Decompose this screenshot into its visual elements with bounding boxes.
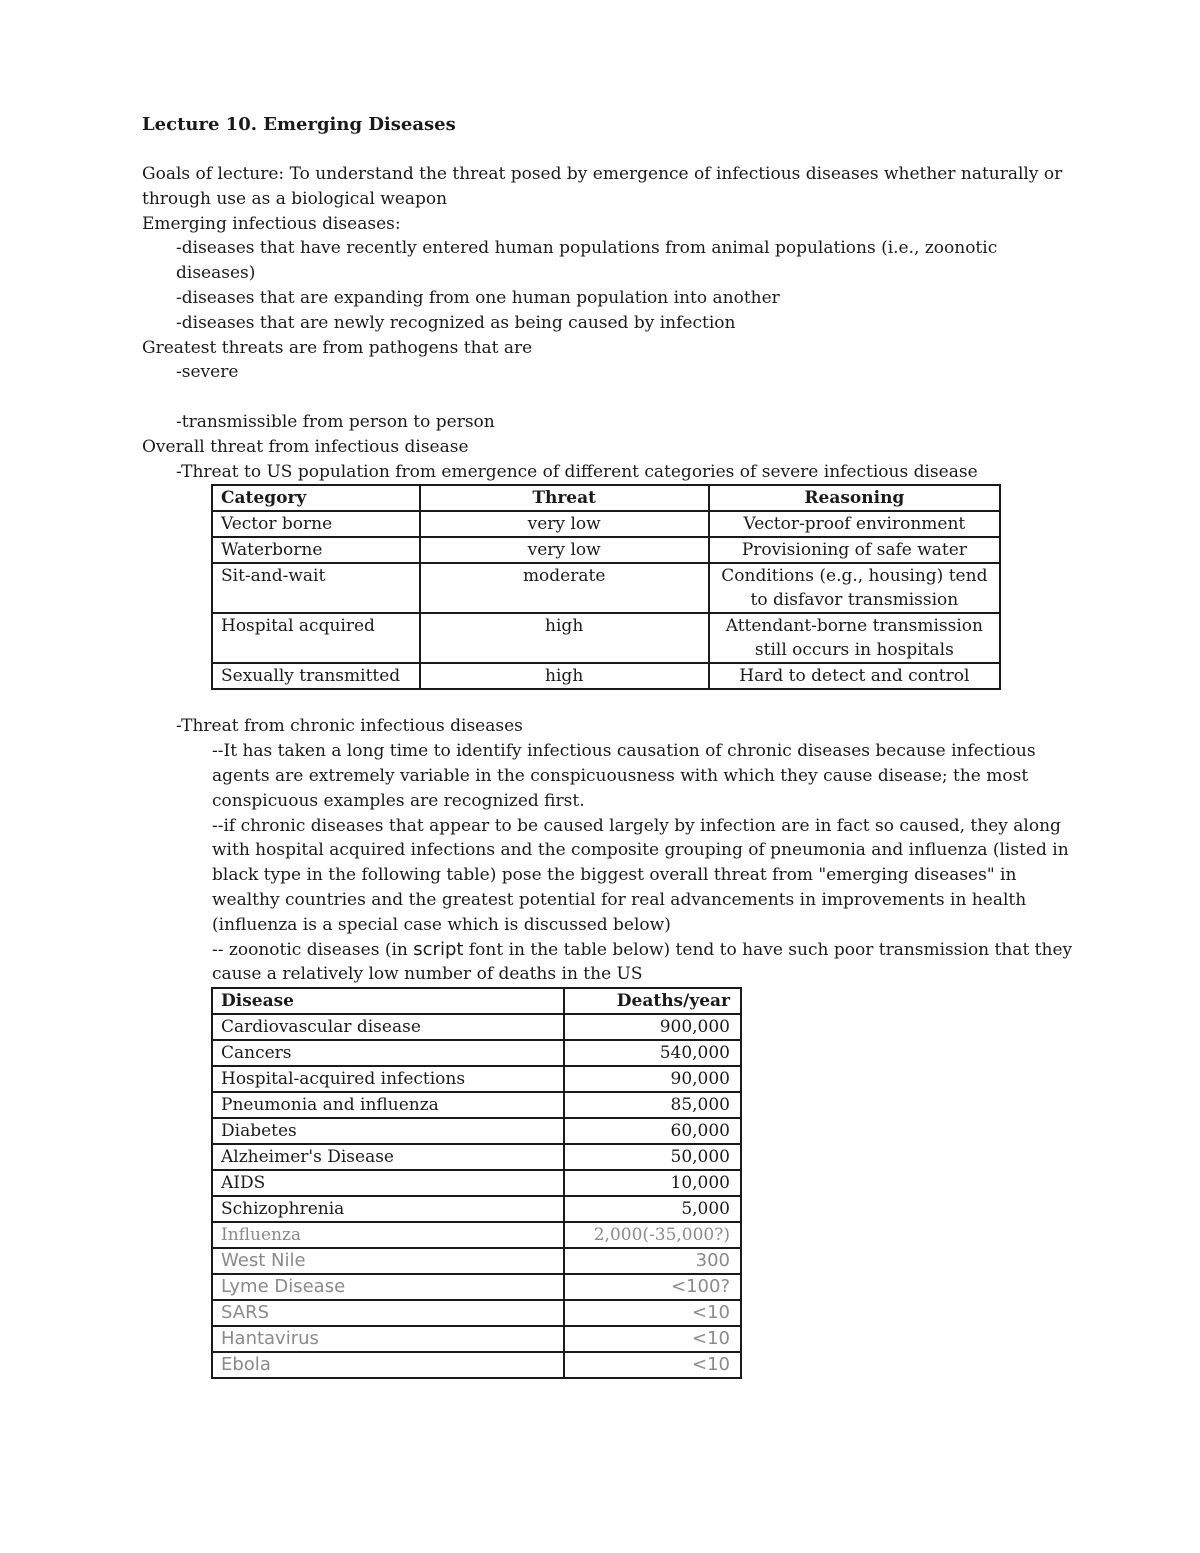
table-header-row (212, 988, 741, 1014)
zoonotic-note-text: font in the table below) tend to have such poor transmission that they cause a relatively low number of deaths in the US (212, 939, 1073, 985)
category-cell: Hospital acquired (212, 613, 420, 663)
zoonotic-note (142, 938, 1082, 988)
table-row (212, 1014, 741, 1040)
greatest-threats-item: -transmissible from person to person (176, 411, 495, 432)
goals-text-2: through use as a biological weapon (142, 188, 448, 209)
overall-threat-heading: Overall threat from infectious disease (142, 436, 469, 457)
column-header: Disease (212, 988, 564, 1014)
reasoning-cell: Hard to detect and control (709, 663, 1000, 689)
table-row (212, 511, 1000, 537)
chronic-item: --It has taken a long time to identify infectious causation of chronic diseases because infectious agents are extremely variable in the conspicuousness with which they cause disease; the most conspicuous examples are recognized first. (212, 741, 1036, 811)
table-row (212, 663, 1000, 689)
emerging-heading: Emerging infectious diseases: (142, 213, 401, 234)
deaths-cell: <100? (564, 1274, 741, 1300)
column-header: Reasoning (709, 485, 1000, 511)
deaths-cell: 300 (564, 1248, 741, 1274)
deaths-cell: 90,000 (564, 1066, 741, 1092)
reasoning-cell: Provisioning of safe water (709, 537, 1000, 563)
threat-table (211, 484, 1001, 690)
disease-cell: Influenza (212, 1222, 564, 1248)
disease-cell: Hantavirus (212, 1326, 564, 1352)
disease-cell: Diabetes (212, 1118, 564, 1144)
threat-cell: very low (420, 511, 709, 537)
table-row (212, 1352, 741, 1378)
table-row (212, 563, 1000, 613)
disease-cell: Ebola (212, 1352, 564, 1378)
document-page (142, 112, 1082, 1379)
deaths-cell: 2,000(-35,000?) (564, 1222, 741, 1248)
emerging-item: -diseases that are expanding from one human population into another (176, 287, 780, 308)
deaths-cell: <10 (564, 1300, 741, 1326)
threat-cell: high (420, 663, 709, 689)
deaths-cell: 60,000 (564, 1118, 741, 1144)
disease-cell: AIDS (212, 1170, 564, 1196)
category-cell: Waterborne (212, 537, 420, 563)
deaths-cell: 900,000 (564, 1014, 741, 1040)
greatest-threats-item: -severe (176, 362, 239, 383)
table-row (212, 1066, 741, 1092)
threat-us-heading: -Threat to US population from emergence of different categories of severe infectious disease (176, 461, 978, 482)
disease-cell: Cancers (212, 1040, 564, 1066)
deaths-cell: 50,000 (564, 1144, 741, 1170)
threat-cell: moderate (420, 563, 709, 613)
category-cell: Vector borne (212, 511, 420, 537)
emerging-item: -diseases that have recently entered human populations from animal populations (i.e., zoonotic diseases) (176, 238, 998, 284)
disease-cell: Hospital-acquired infections (212, 1066, 564, 1092)
disease-cell: SARS (212, 1300, 564, 1326)
zoonotic-note-text: -- zoonotic diseases (in (212, 939, 414, 960)
column-header: Deaths/year (564, 988, 741, 1014)
disease-cell: Pneumonia and influenza (212, 1092, 564, 1118)
deaths-cell: 85,000 (564, 1092, 741, 1118)
chronic-item: --if chronic diseases that appear to be caused largely by infection are in fact so caused, they along with hospital acquired infections and the composite grouping of pneumonia and influenza (listed in black type in the following table) pose the biggest overall threat from "emerging diseases" in wealthy countries and the greatest potential for real advancements in improvements in health (influenza is a special case which is discussed below) (212, 815, 1069, 935)
goals-text-1: Goals of lecture: To understand the threat posed by emergence of infectious diseases whether naturally or (142, 164, 1063, 184)
column-header: Category (212, 485, 420, 511)
disease-cell: Alzheimer's Disease (212, 1144, 564, 1170)
deaths-cell: 5,000 (564, 1196, 741, 1222)
deaths-cell: <10 (564, 1326, 741, 1352)
reasoning-cell: Conditions (e.g., housing) tend to disfavor transmission (709, 563, 1000, 613)
emerging-item: -diseases that are newly recognized as being caused by infection (176, 312, 736, 333)
table-row (212, 1040, 741, 1066)
disease-cell: Cardiovascular disease (212, 1014, 564, 1040)
reasoning-cell: Vector-proof environment (709, 511, 1000, 537)
table-row (212, 1274, 741, 1300)
script-word: script (413, 938, 464, 960)
table-row (212, 613, 1000, 663)
disease-cell: West Nile (212, 1248, 564, 1274)
table-row (212, 1144, 741, 1170)
chronic-heading: -Threat from chronic infectious diseases (176, 716, 523, 737)
deaths-table (211, 987, 742, 1379)
threat-cell: very low (420, 537, 709, 563)
deaths-cell: 540,000 (564, 1040, 741, 1066)
table-row (212, 1326, 741, 1352)
table-row (212, 1222, 741, 1248)
table-row (212, 1248, 741, 1274)
deaths-cell: 10,000 (564, 1170, 741, 1196)
greatest-threats-heading: Greatest threats are from pathogens that are (142, 337, 533, 358)
category-cell: Sexually transmitted (212, 663, 420, 689)
table-row (212, 1196, 741, 1222)
table-row (212, 1092, 741, 1118)
category-cell: Sit-and-wait (212, 563, 420, 613)
disease-cell: Schizophrenia (212, 1196, 564, 1222)
reasoning-cell: Attendant-borne transmission still occurs in hospitals (709, 613, 1000, 663)
deaths-cell: <10 (564, 1352, 741, 1378)
threat-cell: high (420, 613, 709, 663)
table-row (212, 537, 1000, 563)
table-row (212, 1118, 741, 1144)
table-row (212, 1170, 741, 1196)
disease-cell: Lyme Disease (212, 1274, 564, 1300)
table-header-row (212, 485, 1000, 511)
table-row (212, 1300, 741, 1326)
column-header: Threat (420, 485, 709, 511)
page-title: Lecture 10. Emerging Diseases (142, 114, 456, 135)
